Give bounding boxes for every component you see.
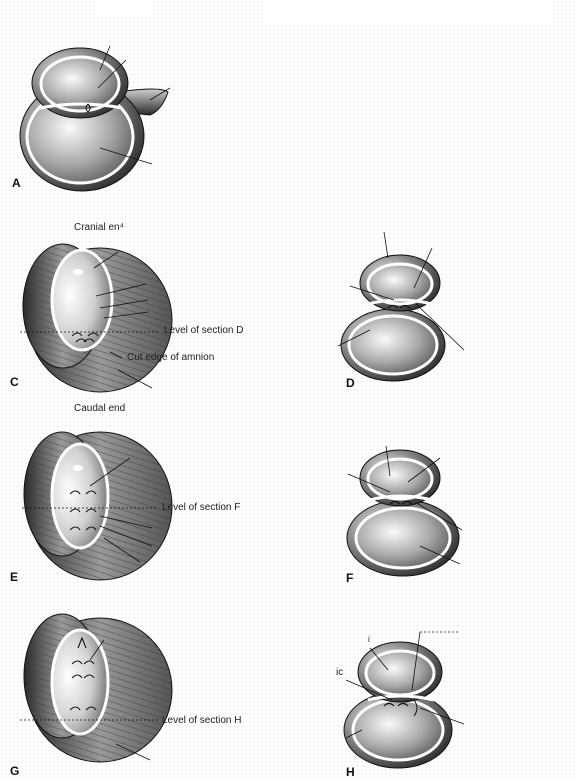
- label-h-fragment-top: i: [368, 635, 370, 644]
- label-level-section-f: Level of section F: [162, 502, 241, 513]
- panel-label-f: F: [346, 571, 354, 585]
- panel-h-figure: [344, 632, 464, 768]
- panel-f-figure: [347, 446, 462, 576]
- panel-e-figure: [22, 432, 172, 580]
- panel-label-h: H: [346, 765, 355, 779]
- panel-c-embryonic-disc: [52, 250, 112, 350]
- panel-label-c: C: [10, 375, 19, 389]
- panel-d-figure: [338, 232, 464, 381]
- panel-g-figure: [20, 614, 172, 762]
- panel-label-d: D: [346, 376, 355, 390]
- label-level-section-d: Level of section D: [164, 325, 244, 336]
- panel-label-a: A: [12, 176, 21, 190]
- panel-e-embryonic-disc: [52, 444, 108, 548]
- panel-c-figure: [20, 244, 172, 392]
- panel-a-figure: [20, 46, 170, 191]
- panel-label-e: E: [10, 570, 19, 584]
- label-caudal-end: Caudal end: [74, 403, 126, 414]
- label-cut-edge-amnion: Cut edge of amnion: [127, 352, 215, 363]
- panel-c-prechordal-plate: [73, 269, 83, 275]
- label-level-section-h: Level of section H: [162, 715, 242, 726]
- label-cranial-end: Cranial en⁴: [74, 222, 124, 233]
- label-h-fragment-left: ic: [336, 667, 344, 678]
- panel-label-g: G: [10, 764, 20, 778]
